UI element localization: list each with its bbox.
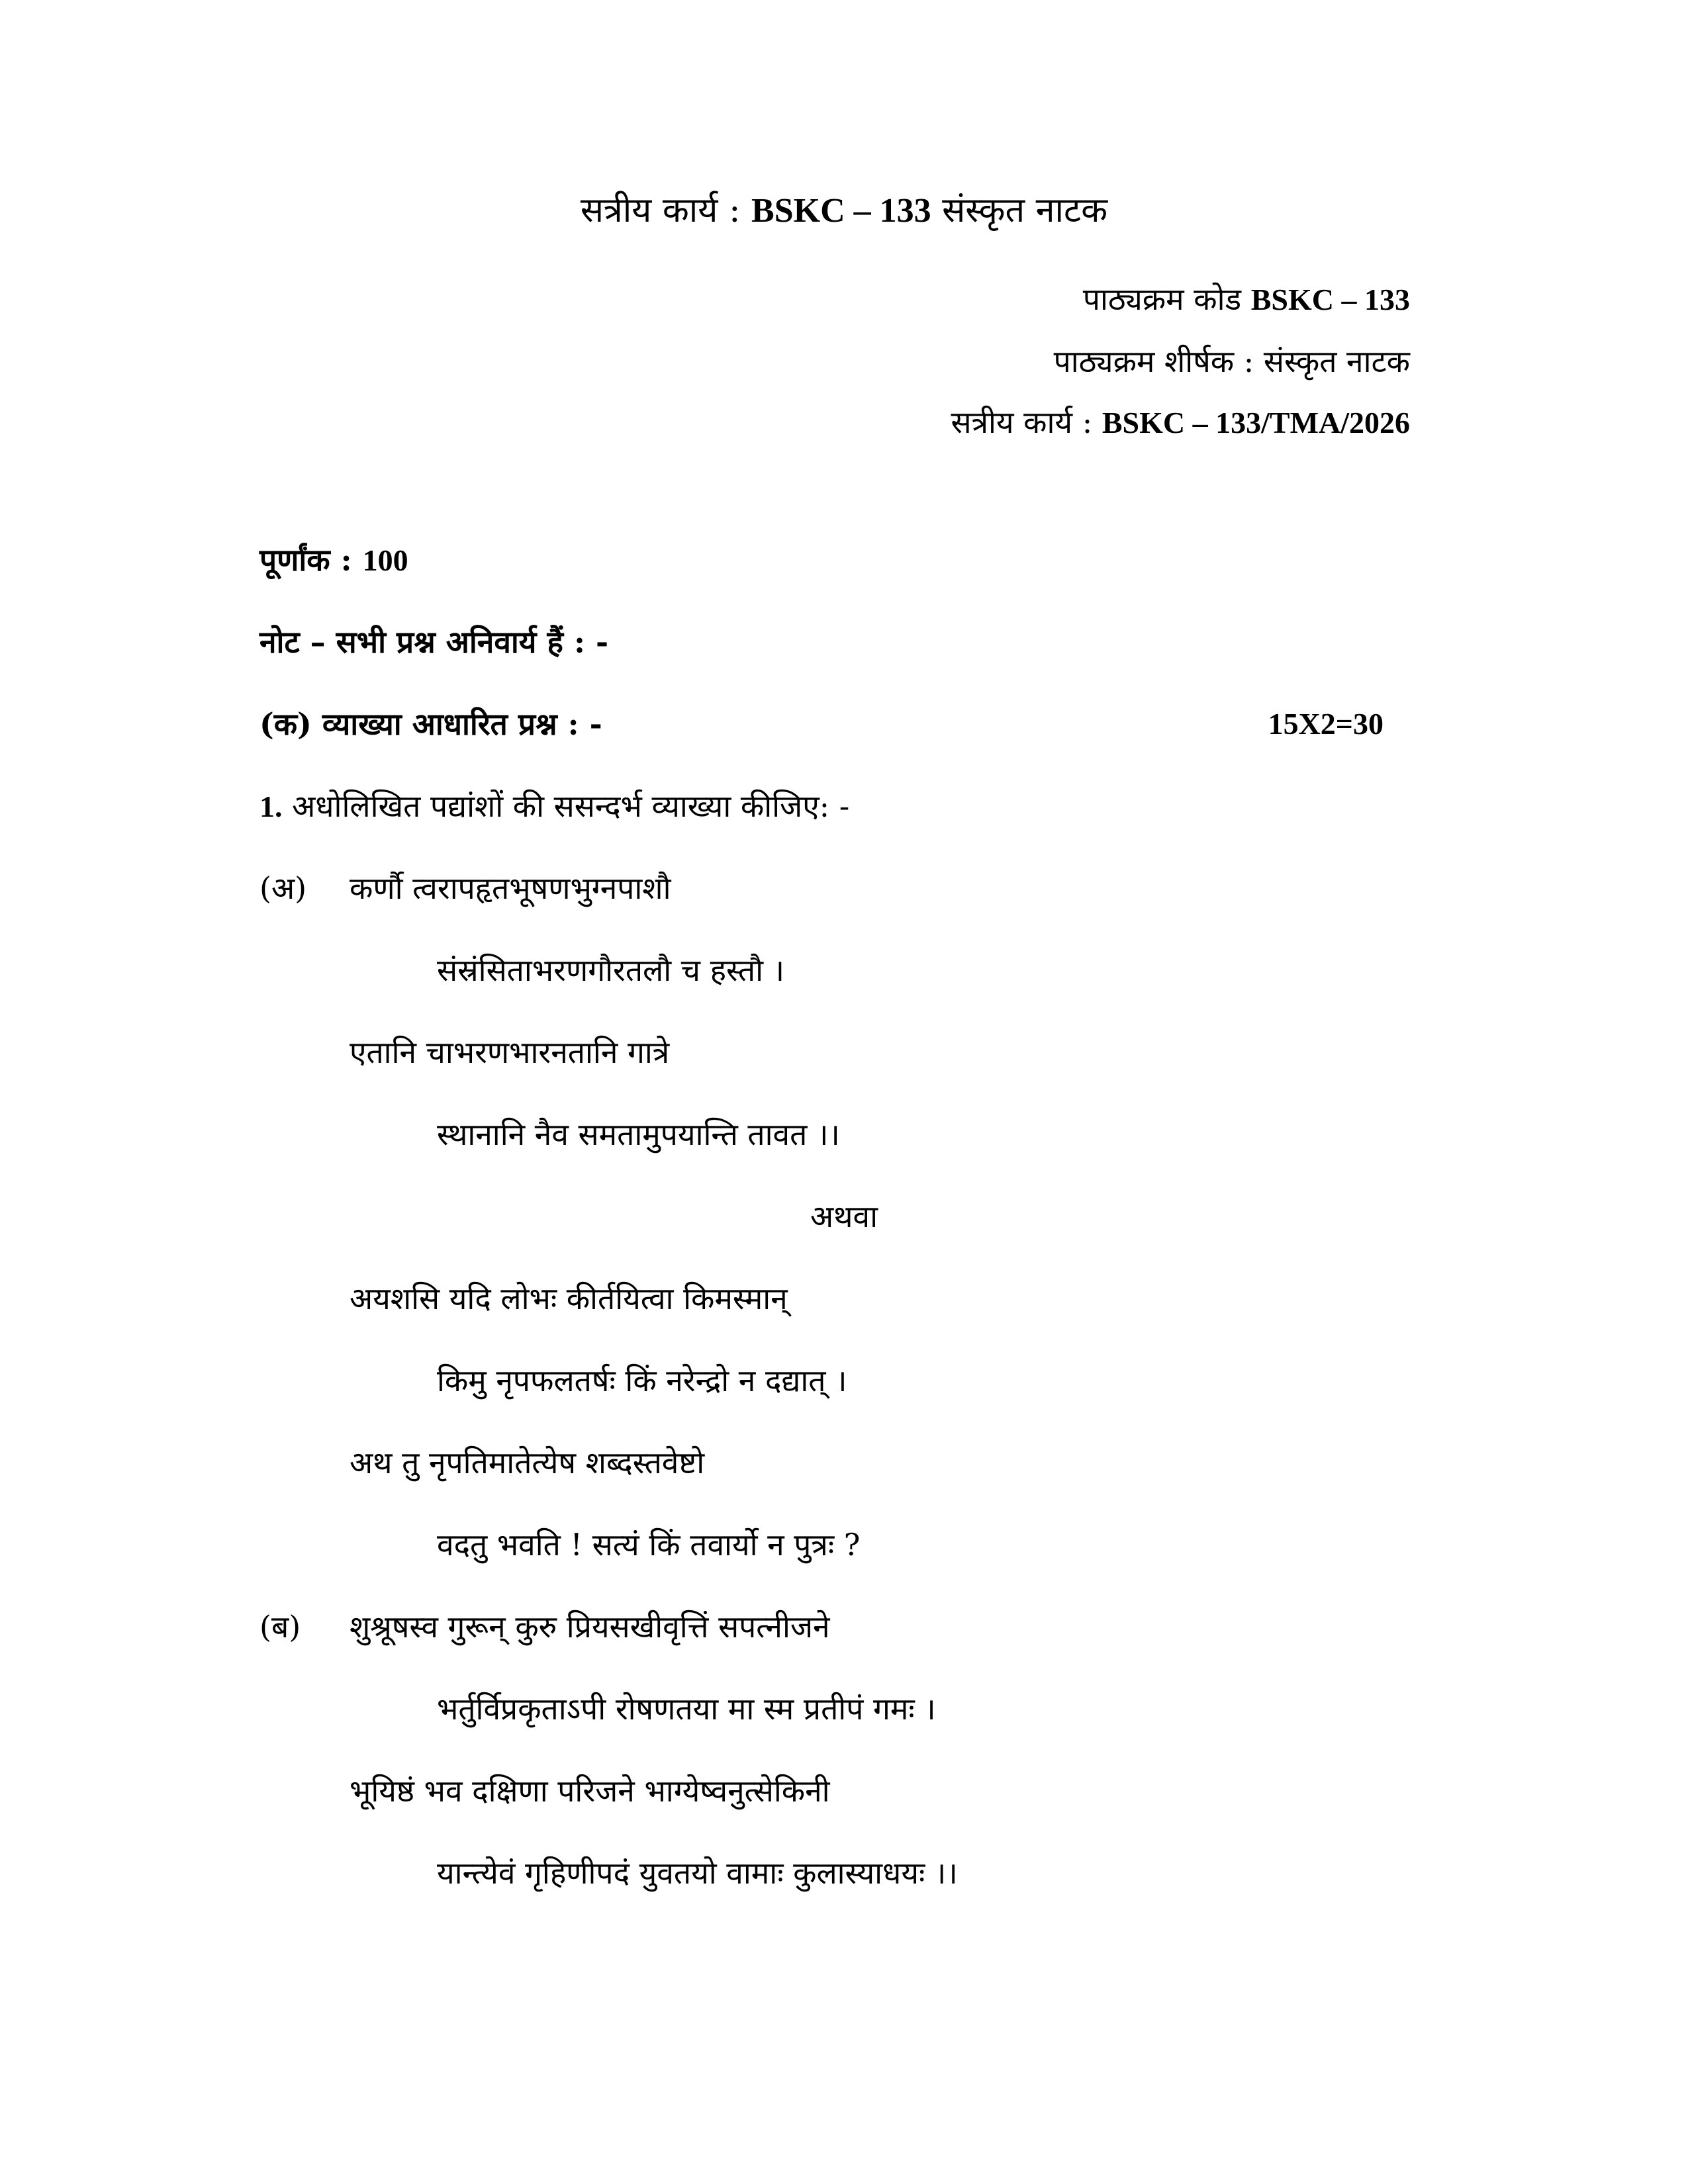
course-code-value: BSKC – 133 [1250, 283, 1410, 316]
or-separator: अथवा [810, 1199, 878, 1234]
question-number: 1. [259, 790, 283, 823]
verse-line: एतानि चाभरणभारनतानि गात्रे [350, 1034, 670, 1070]
verse-line: शुश्रूषस्व गुरून् कुरु प्रियसखीवृत्तिं सपत्नीजने [350, 1609, 830, 1645]
assignment-label: सत्रीय कार्य : [951, 404, 1102, 440]
question-1 [259, 786, 849, 827]
part-b-label: (ब) [259, 1609, 301, 1645]
section-a-marks: 15X2=30 [1268, 707, 1383, 741]
verse-line: वदतु भवति ! सत्यं किं तवार्यो न पुत्रः ? [437, 1527, 861, 1563]
page-title [0, 191, 1688, 231]
verse-line: किमु नृपफलतर्षः किं नरेन्द्रो न दद्यात् । [437, 1363, 847, 1398]
verse-line: अयशसि यदि लोभः कीर्तयित्वा किमस्मान् [350, 1281, 788, 1316]
course-code-line [1083, 279, 1410, 320]
course-code-label: पाठ्यक्रम कोड [1082, 281, 1251, 317]
verse-line: भूयिष्ठं भव दक्षिणा परिजने भाग्येष्वनुत्सेकिनी [350, 1773, 830, 1809]
course-title-line: पाठ्यक्रम शीर्षक : संस्कृत नाटक [1053, 343, 1410, 379]
verse-line: कर्णौ त्वरापहृतभूषणभुग्नपाशौ [350, 870, 671, 906]
note-line: नोट – सभी प्रश्न अनिवार्य हैं : - [259, 624, 609, 660]
assignment-code-line [951, 402, 1410, 443]
title-prefix: सत्रीय कार्य : [580, 191, 752, 230]
question-text: अधोलिखित पद्यांशों की ससन्दर्भ व्याख्या कीजिए: - [282, 788, 850, 824]
section-a-heading: (क) व्याख्या आधारित प्रश्न : - [259, 706, 602, 742]
part-a-label: (अ) [259, 870, 307, 906]
title-suffix: संस्कृत नाटक [931, 191, 1108, 230]
verse-line: भर्तुर्विप्रकृताऽपी रोषणतया मा स्म प्रतीपं गमः । [437, 1691, 936, 1727]
verse-line: स्थानानि नैव समतामुपयान्ति तावत ।। [437, 1116, 840, 1152]
verse-line: यान्त्येवं गृहिणीपदं युवतयो वामाः कुलास्याधयः ।। [437, 1855, 958, 1891]
total-marks-value: 100 [362, 543, 408, 577]
verse-line: अथ तु नृपतिमातेत्येष शब्दस्तवेष्टो [350, 1445, 705, 1480]
verse-line: संस्रंसिताभरणगौरतलौ च हस्तौ । [437, 952, 785, 988]
total-marks-line [259, 540, 408, 580]
title-code: BSKC – 133 [751, 192, 931, 230]
total-marks-label: पूर्णांक : [259, 542, 363, 578]
assignment-value: BSKC – 133/TMA/2026 [1102, 406, 1410, 439]
